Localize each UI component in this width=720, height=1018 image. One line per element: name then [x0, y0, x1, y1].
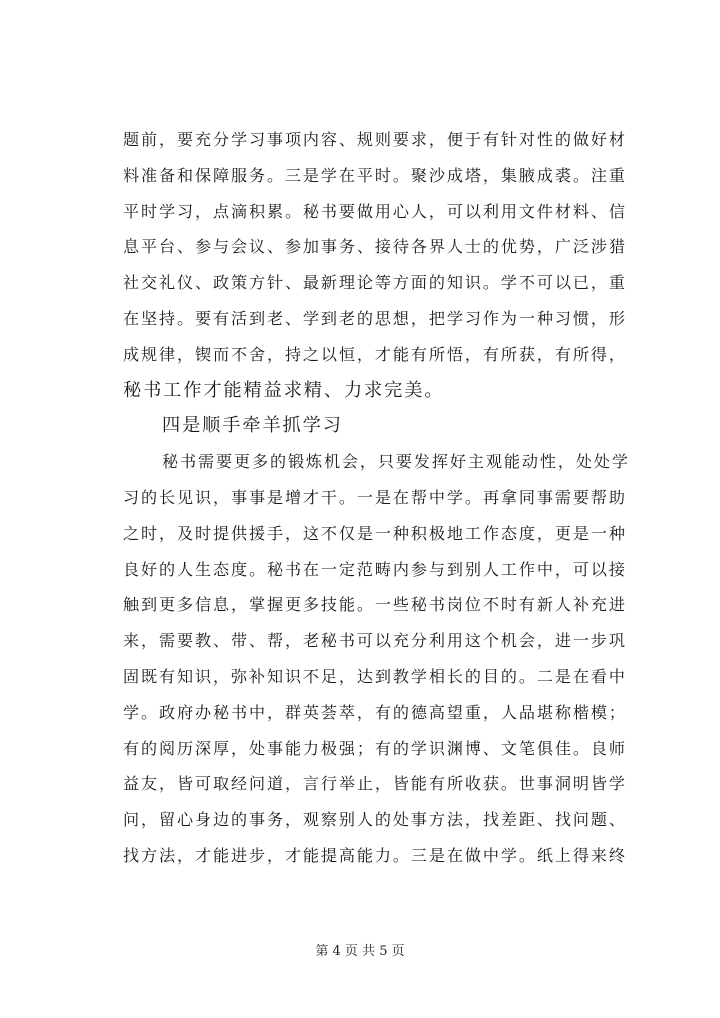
- text-line: 秘书需要更多的锻炼机会，只要发挥好主观能动性，处处学: [162, 452, 630, 472]
- text-line: 学。政府办秘书中，群英荟萃，有的德高望重，人品堪称楷模；: [123, 702, 627, 722]
- text-line: 息平台、参与会议、参加事务、接待各界人士的优势，广泛涉猎: [123, 237, 627, 257]
- text-line: 有的阅历深厚，处事能力极强；有的学识渊博、文笔俱佳。良师: [123, 738, 627, 758]
- text-line: 平时学习，点滴积累。秘书要做用心人，可以利用文件材料、信: [123, 201, 627, 221]
- text-line: 固既有知识，弥补知识不足，达到教学相长的目的。二是在看中: [123, 666, 627, 686]
- text-line: 习的长见识，事事是增才干。一是在帮中学。再拿同事需要帮助: [123, 487, 627, 507]
- text-line: 在坚持。要有活到老、学到老的思想，把学习作为一种习惯，形: [123, 308, 627, 328]
- text-line: 秘书工作才能精益求精、力求完美。: [123, 379, 445, 401]
- text-line: 题前，要充分学习事项内容、规则要求，便于有针对性的做好材: [123, 130, 627, 149]
- page-footer: 第 4 页 共 5 页: [315, 944, 405, 959]
- text-line: 找方法，才能进步，才能提高能力。三是在做中学。纸上得来终: [123, 845, 627, 865]
- text-line: 益友，皆可取经问道，言行举止，皆能有所收获。世事洞明皆学: [123, 774, 627, 794]
- text-line: 之时，及时提供援手，这不仅是一种积极地工作态度，更是一种: [123, 523, 627, 543]
- section-heading: 四是顺手牵羊抓学习: [162, 415, 343, 437]
- text-line: 社交礼仪、政策方针、最新理论等方面的知识。学不可以已，重: [123, 273, 627, 293]
- text-line: 来，需要教、带、帮，老秘书可以充分利用这个机会，进一步巩: [123, 631, 627, 651]
- text-line: 触到更多信息，掌握更多技能。一些秘书岗位不时有新人补充进: [123, 595, 627, 615]
- text-line: 良好的人生态度。秘书在一定范畴内参与到别人工作中，可以接: [123, 559, 627, 579]
- body-text: [123, 122, 633, 874]
- text-line: 问，留心身边的事务，观察别人的处事方法，找差距、找问题、: [123, 810, 627, 830]
- text-line: 成规律，锲而不舍，持之以恒，才能有所悟，有所获，有所得，: [123, 344, 627, 364]
- text-line: 料准备和保障服务。三是学在平时。聚沙成塔，集腋成裘。注重: [123, 165, 627, 185]
